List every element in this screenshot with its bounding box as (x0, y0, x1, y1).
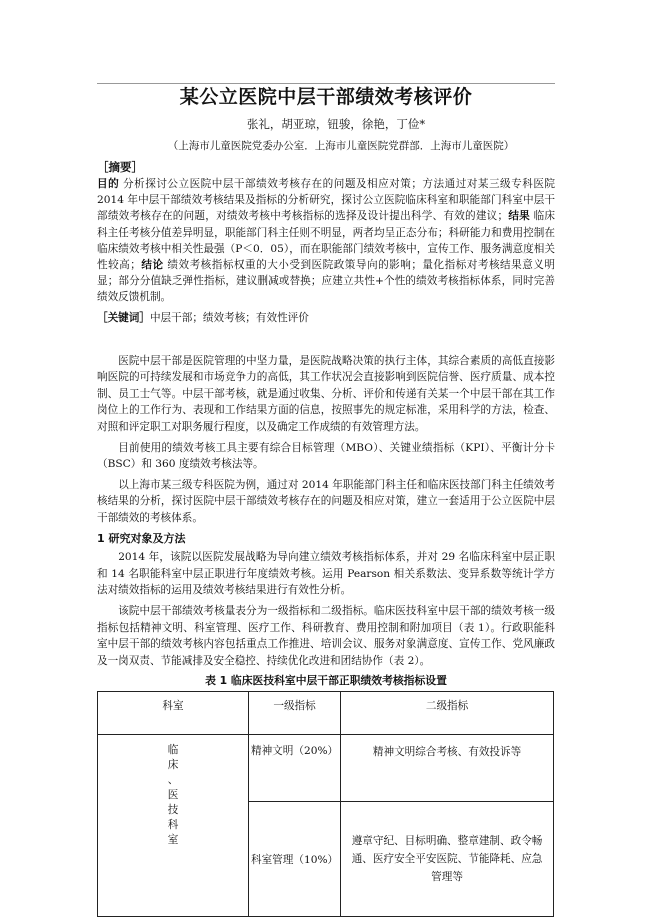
abstract-conclusion: 绩效考核指标权重的大小受到医院政策导向的影响；量化指标对考核结果意义明显；部分分值缺乏弹性指标，建议删减或替换；应建立共性+个性的绩效考核指标体系，同时完善绩效反馈机制。 (97, 259, 555, 304)
table-row (98, 735, 554, 802)
abstract-heading: ［摘要］ (97, 160, 143, 174)
authors: 张礼，胡亚琼，钮骏，徐艳，丁俭* (246, 117, 426, 131)
title-rule (97, 83, 555, 84)
table-cell-level1: 科室管理（10%） (249, 802, 341, 917)
keywords-text: 中层干部；绩效考核；有效性评价 (149, 311, 309, 324)
paper-title: 某公立医院中层干部绩效考核评价 (179, 86, 473, 108)
table-cell-level1: 精神文明（20%） (249, 735, 341, 802)
abstract-purpose: 分析探讨公立医院中层干部绩效考核存在的问题及相应对策；方法通过对某三级专科医院 2014 年中层干部绩效考核结果及指标的分析研究，探讨公立医院临床科室和职能部门科室中层干部绩效考核存在的问题，对绩效考核中考核指标的选择及设计提出科学、有效的建议； (97, 178, 555, 223)
table-header-dept: 科室 (98, 692, 249, 735)
paper-page (97, 82, 555, 917)
intro-paragraph-2: 目前使用的绩效考核工具主要有综合目标管理（MBO）、关键业绩指标（KPI）、平衡计分卡（BSC）和 360 度绩效考核法等。 (97, 441, 555, 471)
dept-char: 技 (167, 804, 179, 817)
main-body (97, 353, 555, 670)
table-header-level1: 一级指标 (249, 692, 341, 735)
dept-char: 医 (167, 789, 179, 802)
table-1-caption: 表 1 临床医技科室中层干部正职绩效考核指标设置 (205, 674, 447, 688)
table-1 (97, 691, 554, 917)
table-dept-cell (98, 735, 249, 917)
dept-char: 临 (167, 744, 179, 757)
section-1-paragraph-1: 2014 年，该院以医院发展战略为导向建立绩效考核指标体系，并对 29 名临床科室中层正职和 14 名职能科室中层正职进行年度绩效考核。运用 Pearson 相关系数法、变异系数等统计学方法对绩效指标的运用及绩效考核结果进行有效性分析。 (97, 551, 555, 597)
table-header-level2: 二级指标 (341, 692, 554, 735)
table-cell-level2: 遵章守纪、目标明确、整章建制、政令畅通、医疗安全平安医院、节能降耗、应急管理等 (341, 802, 554, 917)
dept-char: 科 (167, 819, 179, 832)
abstract-purpose-label: 目的 (97, 178, 120, 190)
title-block (97, 82, 555, 112)
dept-char: 、 (167, 774, 179, 787)
dept-char: 床 (167, 759, 179, 772)
section-1-heading: 1 研究对象及方法 (97, 531, 186, 545)
affiliation: （上海市儿童医院党委办公室．上海市儿童医院党群部．上海市儿童医院） (167, 140, 515, 152)
section-1-paragraph-2: 该院中层干部绩效考核量表分为一级指标和二级指标。临床医技科室中层干部的绩效考核一级指标包括精神文明、科室管理、医疗工作、科研教育、费用控制和附加项目（表 1）。行政职能科室中层干部的绩效考核内容包括重点工作推进、培训会议、服务对象满意度、宣传工作、党风廉政及一岗双责、节能减排及安全稳控、持续优化改进和团结协作（表 2）。 (97, 604, 555, 667)
keywords-label: ［关键词］ (97, 311, 150, 324)
abstract-conclusion-label: 结论 (140, 259, 164, 272)
intro-paragraph-3: 以上海市某三级专科医院为例，通过对 2014 年职能部门科主任和临床医技部门科主任绩效考核结果的分析，探讨医院中层干部绩效考核存在的问题及相应对策，建立一套适用于公立医院中层干部绩效的考核体系。 (97, 478, 555, 524)
abstract-body (97, 176, 555, 306)
intro-paragraph-1: 医院中层干部是医院管理的中坚力量，是医院战略决策的执行主体，其综合素质的高低直接影响医院的可持续发展和市场竞争力的高低，其工作状况会直接影响到医院信誉、医疗质量、成本控制、员工士气等。中层干部考核，就是通过收集、分析、评价和传递有关某一个中层干部在其工作岗位上的工作行为、表现和工作结果方面的信息，按照事先的规定标准，采用科学的方法，检查、对照和评定职工对职务履行程度，以及确定工作成绩的有效管理方法。 (97, 354, 555, 433)
abstract-result-label: 结果 (508, 210, 530, 223)
table-cell-level2: 精神文明综合考核、有效投诉等 (341, 735, 554, 802)
abstract-result: 临床科主任考核分值差异明显，职能部门科主任则不明显，两者均呈正态分布；科研能力和费用控制在临床绩效考核中相关性最强（P＜0．05），而在职能部门绩效考核中，宣传工作、服务满意度相关性较高； (97, 210, 556, 272)
keywords (97, 310, 555, 325)
dept-char: 室 (167, 834, 179, 847)
table-header-row (98, 692, 554, 735)
